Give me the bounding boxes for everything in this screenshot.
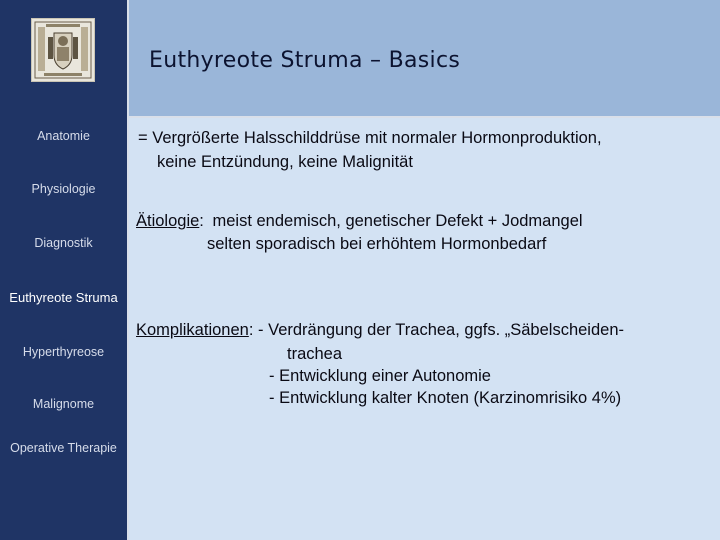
aetiologie-line-1: [136, 210, 583, 232]
komplikationen-text-1: - Verdrängung der Trachea, ggfs. „Säbelscheiden-: [258, 321, 624, 339]
slide-content: [127, 118, 720, 540]
sidebar-item-diagnostik[interactable]: Diagnostik: [34, 236, 93, 250]
komplikationen-colon: :: [248, 321, 254, 339]
aetiologie-text-1: meist endemisch, genetischer Defekt + Jodmangel: [212, 212, 583, 230]
slide-title: Euthyreote Struma – Basics: [149, 48, 461, 73]
sidebar-item-malignome[interactable]: Malignome: [32, 397, 95, 411]
komplikationen-line-1: [136, 319, 624, 341]
sidebar-item-hyperthyreose[interactable]: Hyperthyreose: [22, 345, 105, 359]
sidebar-item-euthyreote-struma[interactable]: Euthyreote Struma: [9, 290, 118, 305]
sidebar-item-physiologie[interactable]: Physiologie: [31, 182, 96, 196]
sidebar-item-operative-therapie[interactable]: Operative Therapie: [10, 441, 117, 455]
aetiologie-colon: :: [199, 212, 204, 230]
sidebar-item-anatomie[interactable]: Anatomie: [37, 129, 90, 143]
slide-header: [127, 0, 720, 118]
komplikationen-line-2: trachea: [287, 345, 343, 363]
aetiologie-line-2: selten sporadisch bei erhöhtem Hormonbedarf: [207, 235, 547, 253]
definition-line-1: = Vergrößerte Halsschilddrüse mit normaler Hormonproduktion,: [138, 129, 602, 147]
komplikationen-label: Komplikationen: [136, 321, 249, 339]
sidebar: [0, 0, 127, 540]
aetiologie-label: Ätiologie: [136, 212, 200, 230]
definition-line-2: keine Entzündung, keine Malignität: [157, 153, 413, 171]
komplikationen-line-4: - Entwicklung kalter Knoten (Karzinomrisiko 4%): [269, 389, 622, 407]
university-seal-logo: [31, 18, 95, 82]
komplikationen-line-3: - Entwicklung einer Autonomie: [269, 367, 491, 385]
